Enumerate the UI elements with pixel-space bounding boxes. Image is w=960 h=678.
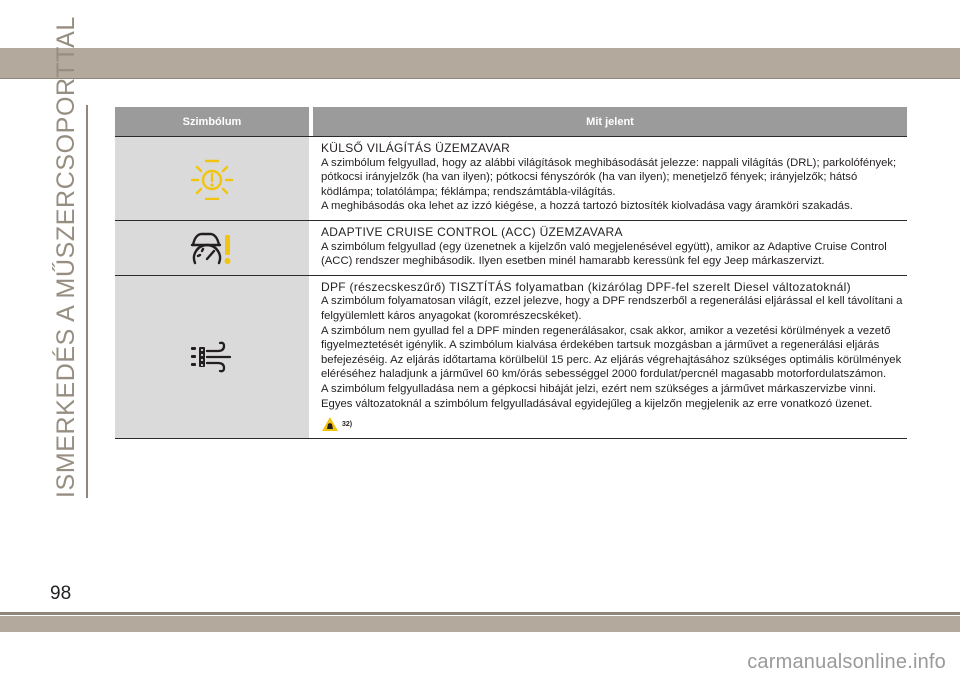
symbol-table xyxy=(115,107,907,439)
row-title: KÜLSŐ VILÁGÍTÁS ÜZEMZAVAR xyxy=(321,141,511,155)
row-paragraph: A szimbólum nem gyullad fel a DPF minden regenerálásakor, csak akkor, amikor a vezetési körülmények a vezető figyelmeztetését igénylik. A szimbólum kialvása érdekében tartsuk mozgásban a járművet a regenerálási eljárás befejezéséig. Az eljárás időtartama körülbelül 15 perc. Az eljárás végrehajtásához szükséges optimális körülmények eléréséhez haladjunk a járművel 60 km/órás sebességgel 2000 fordulat/percnél magasabb motorfordulatszámon. xyxy=(321,324,902,381)
warning-reference xyxy=(321,416,903,432)
header-meaning: Mit jelent xyxy=(313,107,907,136)
table-row xyxy=(115,220,907,275)
row-paragraph: A szimbólum folyamatosan világít, ezzel jelezve, hogy a DPF rendszerből a regenerálási eljárással el kell távolítani a felgyülemlett káros anyagokat (koromrészecskéket). xyxy=(321,295,903,322)
row-paragraph: A szimbólum felgyulladása nem a gépkocsi hibáját jelzi, ezért nem szükséges a járművet márkaszervizbe vinni. Egyes változatoknál a szimbólum felgyulladásával egyidejűleg a kijelzőn megjelenik az erre vonatkozó üzenet. xyxy=(321,382,877,410)
row-paragraph: A szimbólum felgyullad, hogy az alábbi világítások meghibásodását jelezze: nappali világítás (DRL); parkolófények; pótkocsi irányjelzők (ha van ilyen); pótkocsi fényszórók (ha van ilyen); menetjelző fények; irányjelzők; hátsó ködlámpa; tolatólámpa; féklámpa; rendszámtábla-világítás. xyxy=(321,156,897,198)
bottom-band xyxy=(0,616,960,632)
row-title: DPF (részecskeszűrő) TISZTÍTÁS folyamatban (kizárólag DPF-fel szerelt Diesel változatoknál) xyxy=(321,279,851,294)
warning-number: 32) xyxy=(342,420,353,428)
meaning-cell xyxy=(313,276,907,438)
section-side-title: ISMERKEDÉS A MŰSZERCSOPORTTAL xyxy=(52,16,80,498)
row-title: ADAPTIVE CRUISE CONTROL (ACC) ÜZEMZAVARA xyxy=(321,224,623,239)
meaning-cell xyxy=(313,137,907,220)
watermark: carmanualsonline.info xyxy=(747,651,946,673)
table-row xyxy=(115,275,907,439)
symbol-cell xyxy=(115,137,309,220)
meaning-cell xyxy=(313,221,907,275)
bottom-band-line xyxy=(0,612,960,615)
symbol-cell xyxy=(115,221,309,275)
table-row xyxy=(115,136,907,220)
header-symbol: Szimbólum xyxy=(115,107,309,136)
top-band xyxy=(0,48,960,78)
row-paragraph: A meghibásodás oka lehet az izzó kiégése, a hozzá tartozó biztosíték kiolvadása vagy áramköri szakadás. xyxy=(321,200,853,213)
table-header xyxy=(115,107,907,136)
top-band-line xyxy=(0,78,960,79)
page-number: 98 xyxy=(50,583,72,604)
dpf-cleaning-icon xyxy=(188,341,236,373)
exterior-light-fault-icon xyxy=(189,156,235,200)
row-paragraph: A szimbólum felgyullad (egy üzenetnek a kijelzőn való megjelenésével együtt), amikor az Adaptive Cruise Control (ACC) rendszer meghibásodik. Ilyen esetben minél hamarabb keressünk fel egy Jeep márkaszervizt. xyxy=(321,240,887,268)
side-rule xyxy=(86,105,88,498)
symbol-cell xyxy=(115,276,309,438)
warning-hand-icon xyxy=(321,416,339,432)
acc-fault-icon xyxy=(189,229,235,267)
